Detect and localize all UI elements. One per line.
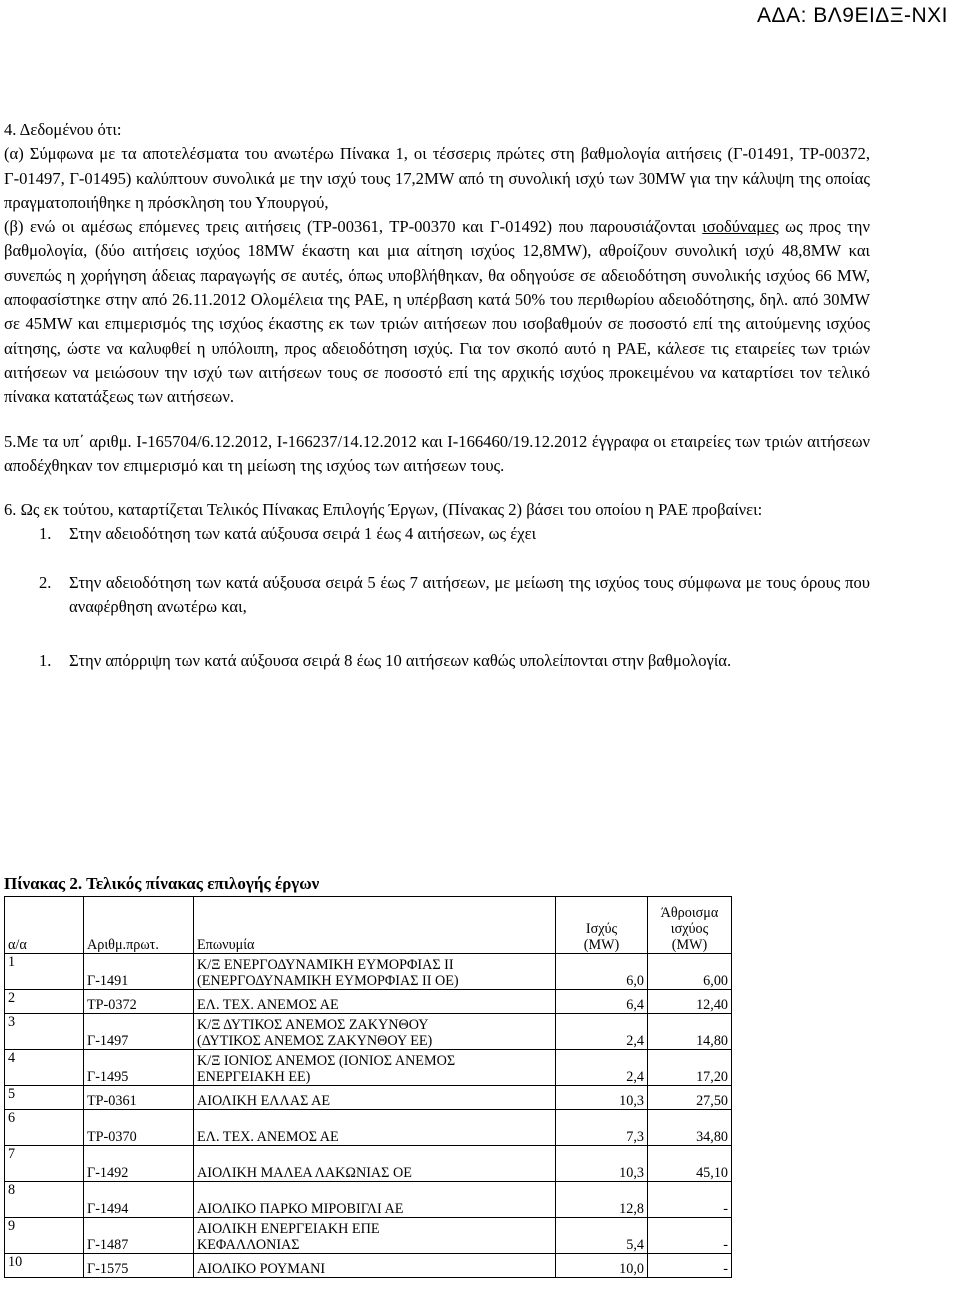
list-item-text: Στην απόρριψη των κατά αύξουσα σειρά 8 έως 10 αιτήσεων καθώς υπολείπονται στην βαθμολογία. [69,651,732,671]
list-item [4,522,870,546]
table-row: 9 Γ-1487 ΑΙΟΛΙΚΗ ΕΝΕΡΓΕΙΑΚΗ ΕΠΕ ΚΕΦΑΛΛΟΝΙΑΣ 5,4 - [5,1218,732,1254]
header-prot: Αριθμ.πρωτ. [84,897,194,954]
paragraph-4a: (α) Σύμφωνα με τα αποτελέσματα του ανωτέρω Πίνακα 1, οι τέσσερις πρώτες στη βαθμολογία αιτήσεις (Γ-01491, ΤΡ-00372, Γ-01497, Γ-01495) καλύπτουν συνολικά με την ισχύ τους 17,2MW από τη συνολική ισχύ των 30MW για την κάλυψη της οποίας πραγματοποιήθηκε η πρόσκληση του Υπουργού, [4,144,870,212]
list-item [4,643,870,679]
paragraph-6: 6. Ως εκ τούτου, καταρτίζεται Τελικός Πίνακας Επιλογής Έργων, (Πίνακας 2) βάσει του οποίου η ΡΑΕ προβαίνει: [4,500,763,520]
header-name: Επωνυμία [194,897,556,954]
table-header-row [5,897,732,954]
table-row: 8 Γ-1494 ΑΙΟΛΙΚΟ ΠΑΡΚΟ ΜΙΡΟΒΙΓΛΙ ΑΕ 12,8 - [5,1182,732,1218]
table-title: Πίνακας 2. Τελικός πίνακας επιλογής έργων [4,874,320,893]
header-sum: Άθροισμα ισχύος (MW) [648,897,732,954]
paragraph-4b-start: (β) ενώ οι αμέσως επόμενες τρεις αιτήσεις (ΤΡ-00361, ΤΡ-00370 και Γ-01492) που παρουσιάζονται [4,217,703,237]
paragraph-5: 5.Με τα υπ΄ αριθμ. Ι-165704/6.12.2012, Ι-166237/14.12.2012 και Ι-166460/19.12.2012 έγγραφα οι εταιρείες των τριών αιτήσεων αποδέχθηκαν τον επιμερισμό και τη μείωση της ισχύος των αιτήσεων τους. [4,431,870,475]
table-row: 2 ΤΡ-0372 ΕΛ. ΤΕΧ. ΑΝΕΜΟΣ ΑΕ 6,4 12,40 [5,990,732,1014]
list-item-text: Στην αδειοδότηση των κατά αύξουσα σειρά 1 έως 4 αιτήσεων, ως έχει [69,524,537,544]
paragraph-4b-rest: ως προς την βαθμολογία, (δύο αιτήσεις ισχύος 18MW έκαστη και μια αίτηση ισχύος 12,8MW), αθροίζουν συνολική ισχύ 48,8MW και συνεπώς η χορήγηση άδειας παραγωγής σε αυτές, όπως υποβλήθηκαν, θα οδηγούσε σε αδειοδότηση συνολικής ισχύος 66 MW, αποφασίστηκε στην από 26.11.2012 Ολομέλεια της ΡΑΕ, η υπέρβαση κατά 50% του περιθωρίου αδειοδότησης, δηλ. από 30MW σε 45MW και επιμερισμός της ισχύος έκαστης εκ των τριών αιτήσεων που ισοβαθμούν σε ποσοστό επί της αιτούμενης ισχύος αίτησης, ώστε να καλυφθεί η υπόλοιπη, προς αδειοδότηση ισχύς. Για τον σκοπό αυτό η ΡΑΕ, κάλεσε τις εταιρείες των τριών αιτήσεων να μειώσουν την ισχύ των αιτήσεων τους σε ποσοστό επί της αρχικής ισχύος προκειμένου να καταρτίσει τον τελικό πίνακα κατατάξεως των αιτήσεων. [4,217,870,407]
final-selection-table [4,896,732,1278]
table-row: 6 ΤΡ-0370 ΕΛ. ΤΕΧ. ΑΝΕΜΟΣ ΑΕ 7,3 34,80 [5,1110,732,1146]
list-item [4,571,870,620]
paragraph-4b-underlined: ισοδύναμες [702,217,779,237]
table-row: 7 Γ-1492 ΑΙΟΛΙΚΗ ΜΑΛΕΑ ΛΑΚΩΝΙΑΣ ΟΕ 10,3 45,10 [5,1146,732,1182]
table-row: 1 Γ-1491 Κ/Ξ ΕΝΕΡΓΟΔΥΝΑΜΙΚΗ ΕΥΜΟΡΦΙΑΣ ΙΙ (ΕΝΕΡΓΟΔΥΝΑΜΙΚΗ ΕΥΜΟΡΦΙΑΣ ΙΙ ΟΕ) 6,0 6,00 [5,954,732,990]
table-row: 3 Γ-1497 Κ/Ξ ΔΥΤΙΚΟΣ ΑΝΕΜΟΣ ΖΑΚΥΝΘΟΥ (ΔΥΤΙΚΟΣ ΑΝΕΜΟΣ ΖΑΚΥΝΘΟΥ ΕΕ) 2,4 14,80 [5,1014,732,1050]
list-item-number: 2. [39,572,52,592]
header-power: Ισχύς (MW) [556,897,648,954]
ada-code: ΑΔΑ: ΒΛ9ΕΙΔΞ-ΝΧΙ [757,4,948,27]
list-item-text: Στην αδειοδότηση των κατά αύξουσα σειρά 5 έως 7 αιτήσεων, με μείωση της ισχύος τους σύμφωνα με τους όρους που αναφέρθηση ανωτέρω και, [69,572,870,617]
list-item-number: 1. [39,651,52,671]
document-body [4,118,870,679]
table-row: 10 Γ-1575 ΑΙΟΛΙΚΟ ΡΟΥΜΑΝΙ 10,0 - [5,1254,732,1278]
table-row: 5 ΤΡ-0361 ΑΙΟΛΙΚΗ ΕΛΛΑΣ ΑΕ 10,3 27,50 [5,1086,732,1110]
paragraph-4b [4,215,870,409]
list-item-number: 1. [39,524,52,544]
header-aa: α/α [5,897,84,954]
paragraph-4-title: 4. Δεδομένου ότι: [4,120,122,139]
table-row: 4 Γ-1495 Κ/Ξ ΙΟΝΙΟΣ ΑΝΕΜΟΣ (ΙΟΝΙΟΣ ΑΝΕΜΟΣ ΕΝΕΡΓΕΙΑΚΗ ΕΕ) 2,4 17,20 [5,1050,732,1086]
